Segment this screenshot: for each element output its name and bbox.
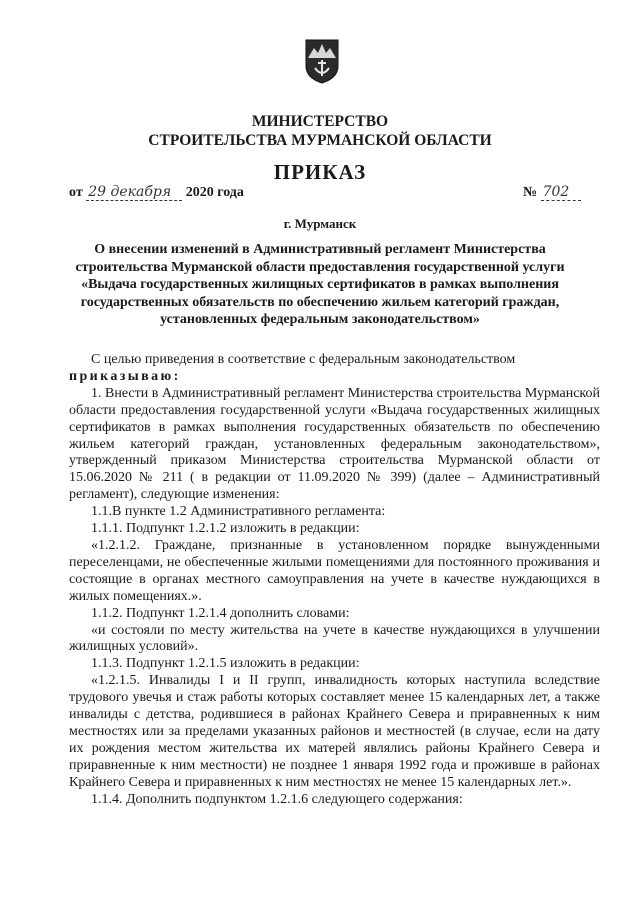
order-word-text: приказываю: [69,368,181,384]
paragraph-1-1-1: 1.1.1. Подпункт 1.2.1.2 изложить в редакции: [91,521,360,537]
document-heading [70,241,570,329]
order-date [69,184,244,201]
ministry-name [0,112,640,150]
coat-of-arms-icon [304,38,340,84]
city: г. Мурманск [283,216,357,231]
quote-1-2-1-5: «1.2.1.5. Инвалиды I и II групп, инвалидность которых наступила вследствие трудового увечья и стаж работы которых составляет менее 15 календарных лет, а также инвалиды с детства, родившиеся в районах Крайнего Севера и приравненных к ним местностях или за пределами указанных районов и местностей (в случае, если на дату их рождения местом жительства их матерей являлись районы Крайнего Севера и приравненные к ним местности) не позднее 1 января 1992 года и проживше в районах Крайнего Севера и приравненных к ним местностях не менее 15 календарных лет.». [69,673,600,790]
order-number [523,184,581,201]
heading-line-1: О внесении изменений в Административный регламент Министерства [94,242,546,257]
date-prefix: от [69,185,83,200]
order-title: ПРИКАЗ [273,160,367,184]
document-body [69,352,600,808]
paragraph-1-1-4: 1.1.4. Дополнить подпунктом 1.2.1.6 следующего содержания: [91,791,463,807]
paragraph-1-1: 1.1.В пункте 1.2 Административного регламента: [91,504,386,520]
quote-1-2-1-4: «и состояли по месту жительства на учете в качестве нуждающихся в улучшении жилищных условий». [69,622,600,655]
order-word [69,369,600,386]
paragraph-1-1-2: 1.1.2. Подпункт 1.2.1.4 дополнить словами: [91,605,350,621]
handwritten-number: 702 [541,184,581,201]
handwritten-date: 29 декабря [86,184,182,201]
heading-line-2: строительства Мурманской области предоставления государственной услуги [75,259,565,275]
paragraph-1: 1. Внести в Административный регламент Министерства строительства Мурманской области предоставления государственной услуги «Выдача государственных жилищных сертификатов в рамках выполнения государственных обязательств по обеспечению жильем категорий граждан, установленных федеральным законодательством», утвержденный приказом Министерства строительства Мурманской области от 15.06.2020 № 211 ( в редакции от 11.09.2020 № 399) (далее – Административный регламент), следующие изменения: [69,385,600,503]
date-suffix: 2020 года [185,185,244,200]
intro-paragraph: С целью приведения в соответствие с федеральным законодательством [91,352,516,367]
ministry-line-1: МИНИСТЕРСТВО [251,113,389,130]
quote-1-2-1-2: «1.2.1.2. Граждане, признанные в установленном порядке вынужденными переселенцами, не обеспеченные жилыми помещениями для постоянного проживания и состоящие в органах местного самоуправления на учете в качестве нуждающихся в жилых помещениях.». [69,537,600,604]
heading-line-3: «Выдача государственных жилищных сертификатов в рамках выполнения [81,277,559,292]
heading-line-4: государственных обязательств по обеспечению жильем категорий граждан, [80,294,560,310]
heading-line-5: установленных федеральным законодательством» [160,312,480,327]
paragraph-1-1-3: 1.1.3. Подпункт 1.2.1.5 изложить в редакции: [91,656,360,672]
ministry-line-2: СТРОИТЕЛЬСТВА МУРМАНСКОЙ ОБЛАСТИ [148,132,492,149]
number-prefix: № [523,185,538,200]
